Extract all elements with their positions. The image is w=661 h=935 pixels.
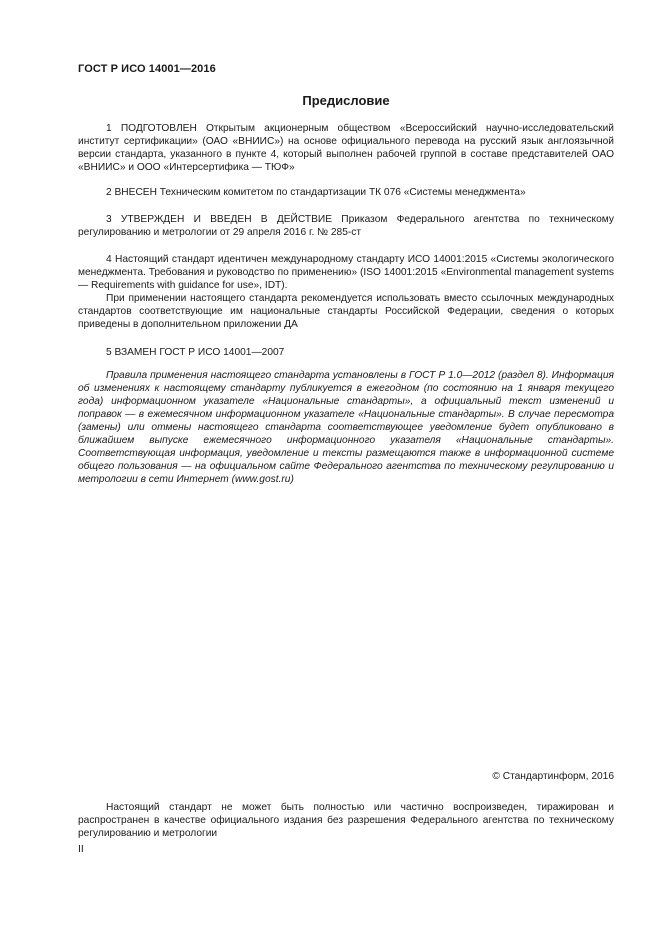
reproduction-notice-text: Настоящий стандарт не может быть полностью или частично воспроизведен, тиражирован и распространен в качестве официального издания без разрешения Федерального агентства по техническому регулированию и метрологии bbox=[78, 802, 614, 839]
section-4-note: При применении настоящего стандарта рекомендуется использовать вместо ссылочных международных стандартов соответствующие им национальные стандарты Российской Федерации, сведения о которых приведены в дополнительном приложении ДА bbox=[78, 293, 614, 330]
rules-notice-text: Правила применения настоящего стандарта установлены в ГОСТ Р 1.0—2012 (раздел 8). Информация об изменениях к настоящему стандарту публикуется в ежегодном (по состоянию на 1 января текущего года) информационном указателе «Национальные стандарты», а официальный текст изменений и поправок — в ежемесячном информационном указателе «Национальные стандарты». В случае пересмотра (замены) или отмены настоящего стандарта соответствующее уведомление будет опубликовано в ближайшем выпуске ежемесячного информационного указателя «Национальные стандарты». Соответствующая информация, уведомление и тексты размещаются также в информационной системе общего пользования — на официальном сайте Федерального агентства по техническому регулированию и метрологии в сети Интернет (www.gost.ru) bbox=[78, 370, 614, 485]
page-number: II bbox=[78, 843, 84, 855]
rules-notice bbox=[78, 369, 614, 486]
page-title: Предисловие bbox=[302, 93, 390, 108]
section-3-text: 3 УТВЕРЖДЕН И ВВЕДЕН В ДЕЙСТВИЕ Приказом Федерального агентства по техническому регулированию и метрологии от 29 апреля 2016 г. № 285-ст bbox=[78, 214, 614, 238]
copyright-line: © Стандартинформ, 2016 bbox=[492, 771, 614, 782]
section-5 bbox=[78, 346, 614, 359]
standard-code-header: ГОСТ Р ИСО 14001—2016 bbox=[78, 63, 216, 75]
section-4-text: 4 Настоящий стандарт идентичен международному стандарту ИСО 14001:2015 «Системы экологического менеджмента. Требования и руководство по применению» (ISO 14001:2015 «Environmental management systems — Requirements with guidance for use», IDT). bbox=[78, 254, 614, 291]
section-5-text: 5 ВЗАМЕН ГОСТ Р ИСО 14001—2007 bbox=[106, 347, 285, 358]
section-4 bbox=[78, 253, 614, 331]
section-2 bbox=[78, 186, 614, 199]
reproduction-notice bbox=[78, 801, 614, 840]
section-1-text: 1 ПОДГОТОВЛЕН Открытым акционерным обществом «Всероссийский научно-исследовательский институт сертификации» (ОАО «ВНИИС») на основе официального перевода на русский язык англоязычной версии стандарта, указанного в пункте 4, который выполнен рабочей группой в составе представителей ОАО «ВНИИС» и ООО «Интерсертифика — ТЮФ» bbox=[78, 123, 614, 173]
section-3 bbox=[78, 213, 614, 239]
section-2-text: 2 ВНЕСЕН Техническим комитетом по стандартизации ТК 076 «Системы менеджмента» bbox=[106, 187, 526, 198]
section-1 bbox=[78, 122, 614, 174]
